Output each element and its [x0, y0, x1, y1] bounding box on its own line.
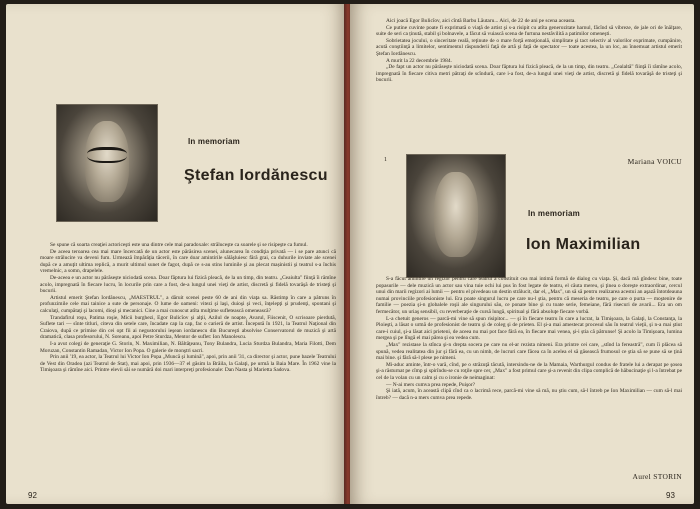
- author-signature-aurel-storin: Aurel STORIN: [632, 472, 682, 481]
- paragraph: I-a avut colegi de generaţie G. Storin, N. Maximilian, N. Băltăţeanu, Tony Bulandra, Lucia Sturdza Bulandra, Maria Filotti, Dem Moruzan, Constantin Ramadan, Victor Ion Popa. O galerie de monştri sacri.: [40, 340, 336, 354]
- footnote-mark: 1: [384, 157, 387, 163]
- page-number-right: 93: [666, 491, 675, 500]
- right-intro-text: [376, 18, 682, 84]
- left-page: [6, 4, 346, 504]
- paragraph: Se spune că soarta creaţiei actoriceşti este una dintre cele mai paradoxale: străluceşte ca soarele şi se risipeşte ca fumul.: [50, 242, 308, 248]
- paragraph: De aceea teroarea cea mai mare încercată de un actor este părăsirea scenei, alunecarea în condiţia privată — i se pare atunci că moare strălucire va deveni fum. Urmează împărăţia tăcerii, în care doar amintirile sălăşluiesc fără grai, ca duhurile inviate ale scenei după ce a amuţit ultima replică, a murit ultimul sunet de fagot, după ce s-au stins luminile şi au plecat mașinistii şi teatrul s-a închis vremelnic, a somn, drapelele.: [40, 248, 336, 275]
- left-article-body: [40, 242, 336, 374]
- paragraph: Mi-aduc aminte, într-o vară, cînd, pe o străzuţă tăcută, intersindu-ne de la Mamaia, Warthurgul condus de fratele lui a derapat pe şosea şi-a răsturnat pe cîmp şi spirîndu-se cu roţile spre cer, „Max" a fost primul care şi-a revenit din clipa complică de hăbucinaţie şi l-a întrebat pe cel de la volan cu un calm şi cu o ironie de neimaginat:: [376, 361, 682, 381]
- paragraph: Ce putine cuvinte poate fi exprimată o viaţă de artist şi s-a risipit cu atîta generozitate harnul, făcînd să vibreze, de jale ori de înălţare, suite de seri ca ținută, stabil şi bolnavele, a făcut să vuiască scena de furtuna nestăvilită a patimilor omeneşti.: [376, 24, 682, 38]
- article-title-stefan-iordanescu: Ştefan Iordănescu: [184, 167, 328, 184]
- paragraph: Prin anii '19, ea actor, la Teatrul lui Victor Ion Popa „Muncă şi lumină", apoi, prin anii '31, ca director şi actor, pune bazele Teatrului de Vest din Oradea (azi Teatrul de Stat), mai apoi, prin 1936—37 el găsim la Brăila, la Galaţi, pe urmă la Baia Mare. În 1962 vine la Timişoara şi rămîne aici. Printre elevii săi se numără doi mari interpreţi profesionale: Dan Nasta şi Marietta Sadova.: [40, 354, 336, 374]
- paragraph: Sobrietatea jocului, o sinceritate reală, reţinute de o mare forţă emoţională, simplitate şi tact selectiv al valorilor exprimate, cumpănire, acută conştiinţă a limitelor, sentimentul răspunderii faţă de artă şi faţă de spectator — toate acestea, la un loc, au înnemuat artistul emerit Ştefan Iordănescu.: [376, 37, 682, 57]
- paragraph: Artistul emerit Ştefan Iordănescu, „MAESTRUL", a dăruit scenei peste 60 de ani din viaţa sa. Răstimp în care a pătruns în profunzimile cele mai tainice a sute de personaje. O lume de oameni: vitezi şi laşi, duioşi şi veci, înţelepţi şi prudenţi, spontani şi calculaţi, cumpătaţi şi lacomi, dioşi şi mecanici. Cine a mai cunoscut atîta mulţime sufletească omenească?: [40, 294, 336, 314]
- paragraph: „Max" rezistase la stînca şi-n drepta socera pe care nu el-ar rezista nimeni. Era printre cei care, „stînd la fereastră", cum îi plăcea să spună, vedea realitatea din jur şi fără ea, cu un nimb, de lucruri care făcea ca în acelea el să găsească frumosul ce ştia să se pune să se ţină mai bine. şi fără să-l plese pe nimeni.: [376, 341, 682, 362]
- right-article-body: [376, 276, 682, 401]
- paragraph: A murit la 22 decembrie 1984.: [386, 57, 452, 64]
- paragraph: Şi iată, acum, în această clipă cînd ca o lacrimă rece, parcă-mi vine să mă, nu ştiu cum, să-l întreb pe Ion Maximilian — cum să-l mai întreb? — dacă n-a mers cumva prea repede.: [376, 388, 682, 401]
- paragraph: L-a chetuit generos — parcă-mi vine să spun risipitor... — şi în fiecare teatru în care a lucrat, la Timişoara, la Galaţi, la Constanţa, la Ploieşti, a lăsat o urmă de profesionist de teatru şi de coleg şi de prieten. El şi-a mai amestecat procesul său în teatrul vieţii, şi n-a mai ştiut care-i cuiul, şi-a lăsat aici prieteni, de aceea nu mai pot face fără ea, în fiecare mai venea, şi-i știa că pătrunse! Şi acolo la Timişoara, lumina mergea şi pe lîngă el mai părea şi ea vedea cum.: [376, 315, 682, 342]
- paragraph: „De fapt un actor nu părăseşte niciodată scena. Doar făptura lui fizică pleacă, de la un timp, din teatru. „Cealaltă" fiinţă îi rămîne acolo, impregnată în fiecare citiva metri pătraţi de scîndură, care i-a fost, de-a lungul unei vieţi de artist, discretă şi fidelă tovarăşă de tristeţi şi bucurii.: [376, 64, 682, 84]
- portrait-ion-maximilian: [406, 154, 506, 278]
- portrait-face: [434, 172, 477, 257]
- glasses-icon: [87, 147, 127, 164]
- paragraph: Aici joacă Egor Bulicîov, aici cîntă Barbu Lăutaru... Aici, de 22 de ani pe scena aceasta.: [386, 18, 576, 24]
- right-page: [350, 4, 694, 504]
- portrait-stefan-iordanescu: [56, 104, 158, 222]
- in-memoriam-heading-right: In memoriam: [528, 209, 580, 218]
- page-number-left: 92: [28, 491, 37, 500]
- paragraph: De-aceea e un actor nu părăseşte niciodată scena. Doar făptura lui fizică pleacă, de la un timp, din teatru. „Ceaiulta" fiinţă îi rămîne acolo, impregnată în fiecare lucru, în locurile prin care a fost, de-a lungul unei vieţi de artist, discretă şi fidelă tovarăşă de tristeţi şi bucurii.: [40, 274, 336, 295]
- article-title-ion-maximilian: Ion Maximilian: [526, 236, 641, 253]
- paragraph: — N-ai mers cumva prea repede, Puişor?: [386, 381, 476, 388]
- paragraph: Trandafirul roşu, Patima roşie, Micii burghezi, Egor Bulicîov şi alţii, Azilul de noapte, Avarul, Fiiscenit, O scrisoare pierdută, Suflete tari — sînte titluri, citeva din setele care, încadate cap la cap, fac o carieră de artist. Începută în 1921, la Teatrul Naţional din Craiova, după ce primise din cei opt fii ai negustorului ieşean iordanescu din Bucureşti absolvise Conservatorul de muzică şi artă dramatică, clasa profesorului, N. Soreanu, apoi Petre Sturdza, Mentor de suflet: Ion Manolescu.: [40, 314, 336, 341]
- paragraph: S-a făcut amintire un regizor pentru care teatrul a constituit cea mai intimă formă de dialog cu viaţa. Şi, dacă mă gîndesc bine, toate popasurile — dele muzică un actor sau vina tuie ochi lui pus în fost legate de teatru, el căuta mereu, şi ţinea o doreşte extraordinar, cercul unui din marii regizori ai lumii — pentru el pivedeau un destin strălucit, dar el, „Max", un să să pentru realizarea acestui an aşază întotdeauna numai provinciile profesioniste lui. Era poate singurul lucru pe care nu-l ştia, pentru că meseria de teatru, pe care o purta — moştenire de familie — poezia şi-n globalele roşii ale singurului său, ce ponate bine şi cu toate serie, femeiane, fără risecuri de avarii... Era un om fermecător, un uriaş sensibil, cu reverberaţie de cursă lungă, spiritual şi fără absoluţe fiecare vorbă.: [376, 276, 682, 315]
- author-signature-mariana-voicu: Mariana VOICU: [627, 157, 682, 166]
- in-memoriam-heading-left: In memoriam: [188, 137, 240, 146]
